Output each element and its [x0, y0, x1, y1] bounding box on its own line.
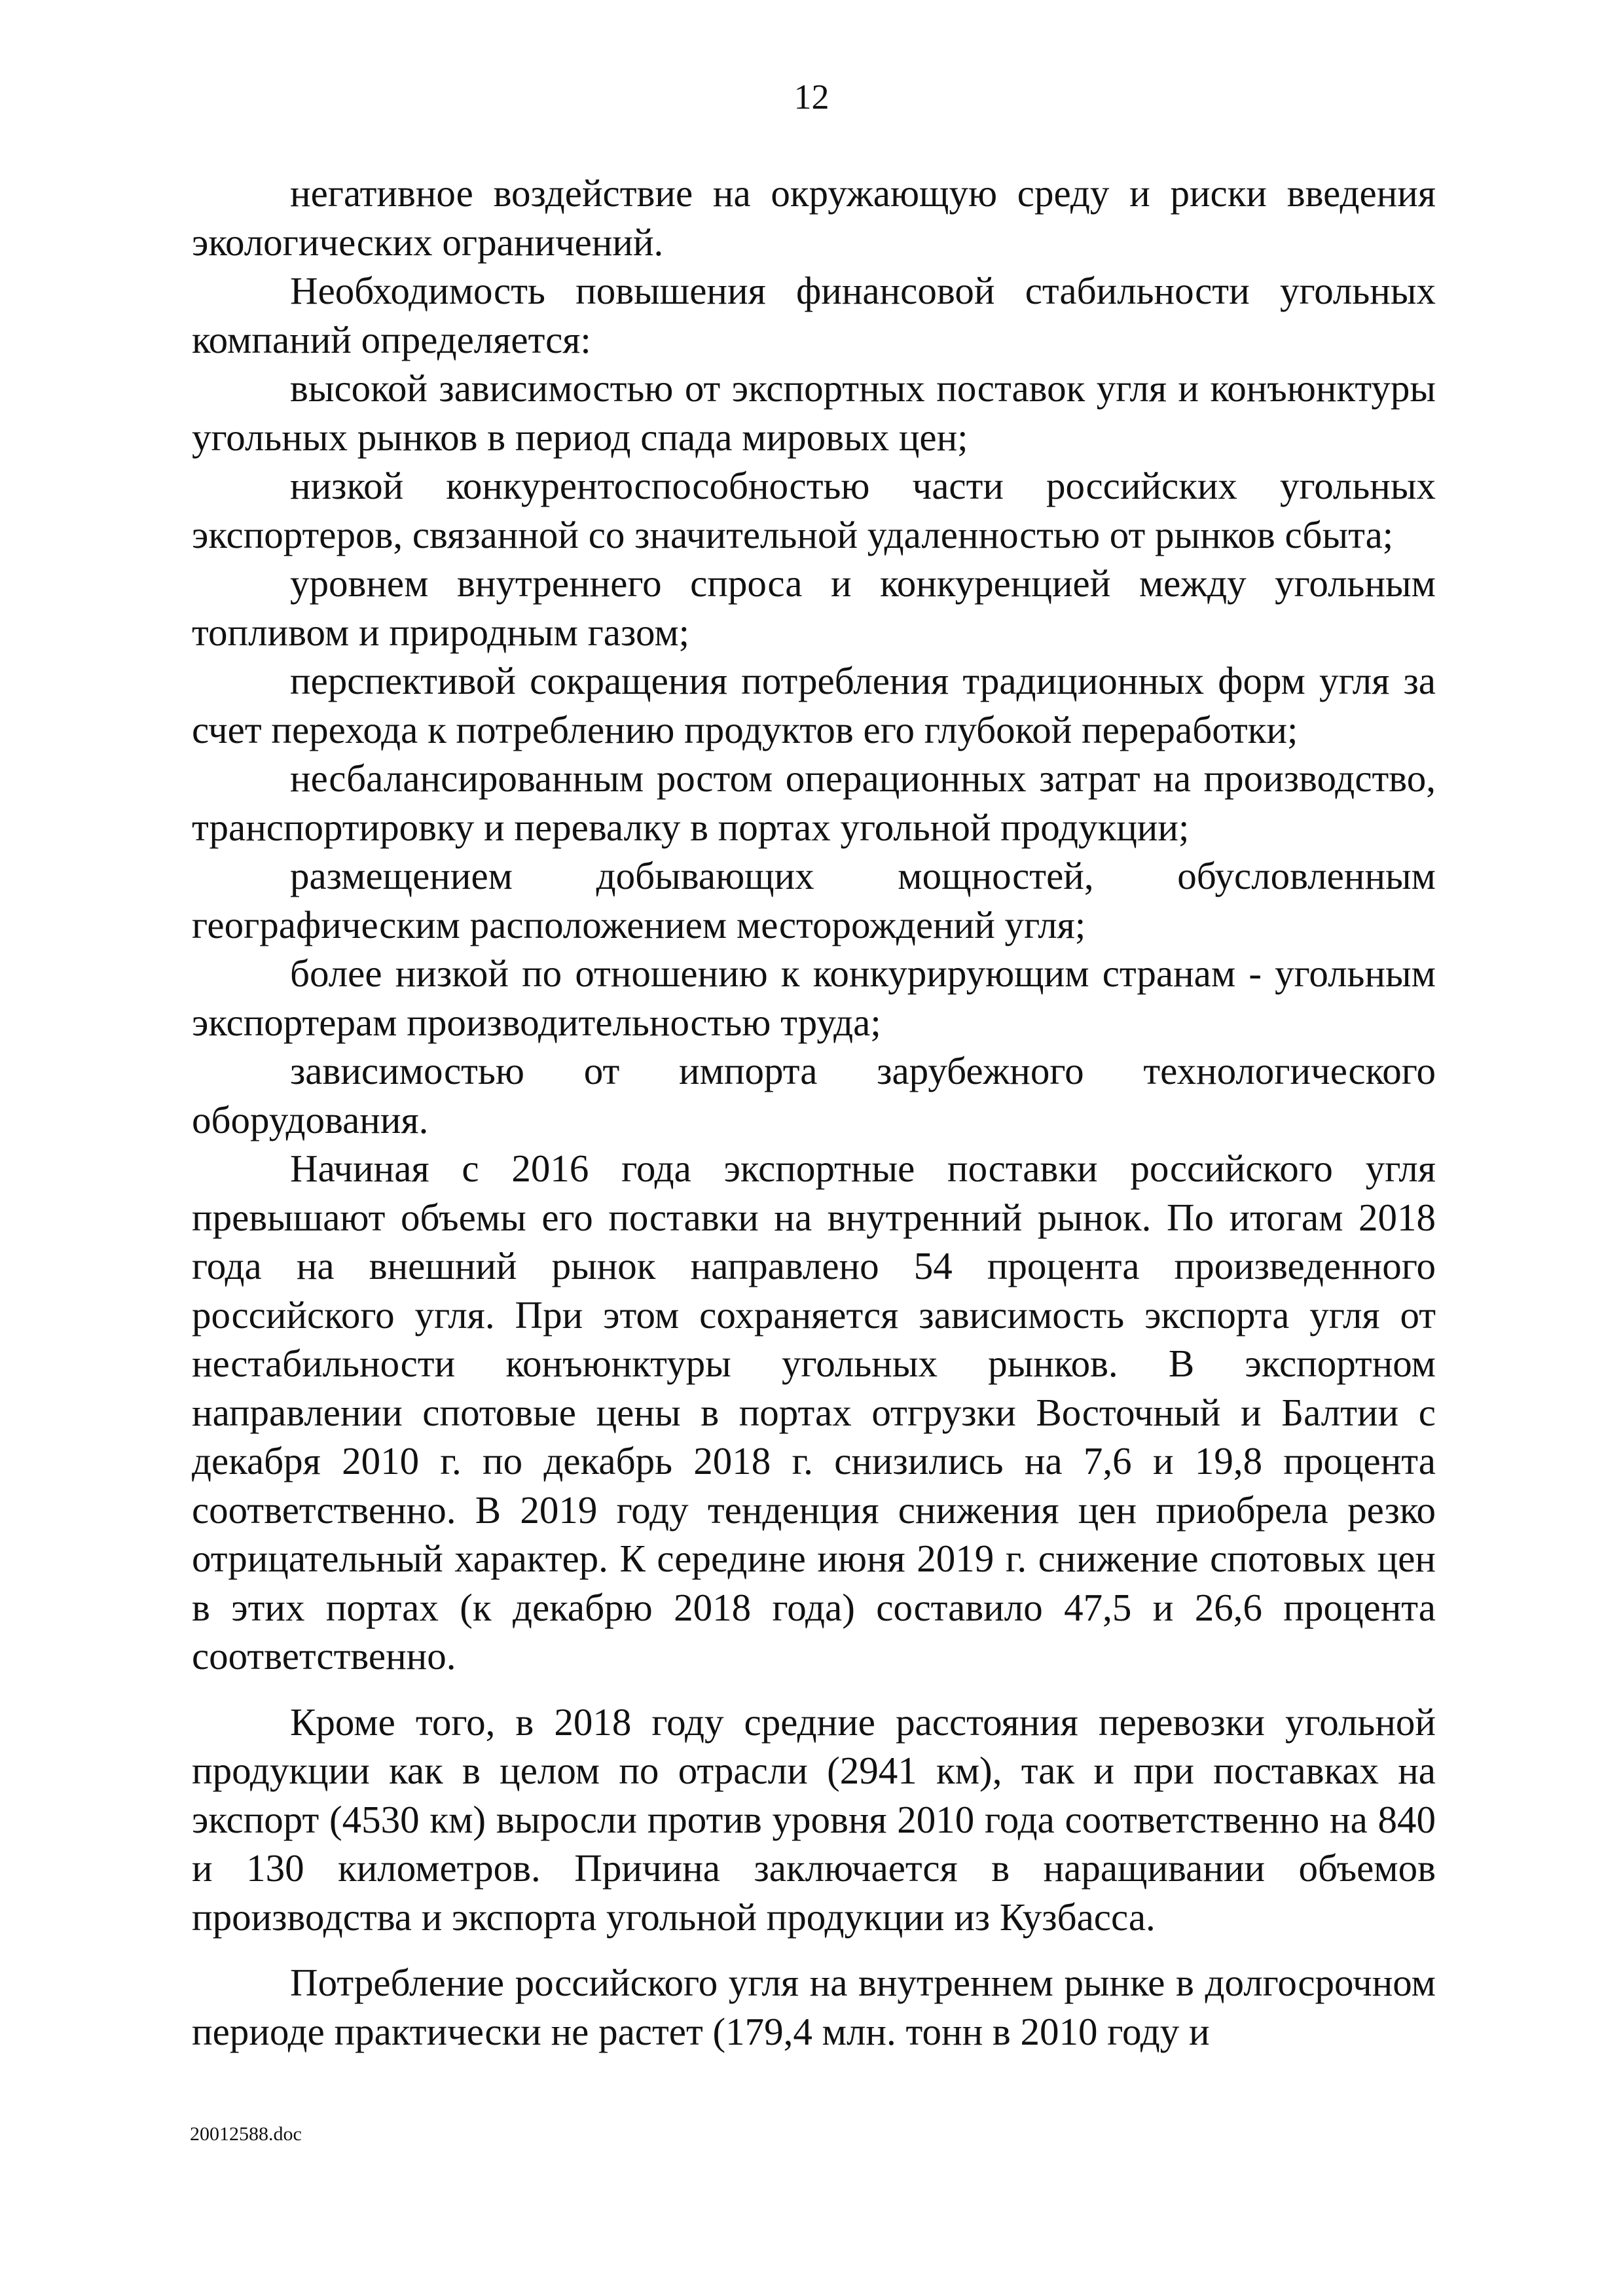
page-number: 12 [793, 77, 830, 117]
paragraph-environmental-risks: негативное воздействие на окружающую среду и риски введения экологических ограничений. [192, 171, 1436, 264]
list-item-operational-costs: несбалансированным ростом операционных затрат на производство, транспортировку и перевалку в портах угольной продукции; [192, 757, 1436, 849]
list-item-domestic-demand: уровнем внутреннего спроса и конкуренцией между угольным топливом и природным газом; [192, 562, 1436, 654]
list-item-import-dependence: зависимостью от импорта зарубежного технологического оборудования. [192, 1049, 1436, 1141]
paragraph-export-since-2016: Начиная с 2016 года экспортные поставки российского угля превышают объемы его поставки на внутренний рынок. По итогам 2018 года на внешний рынок направлено 54 процента произведенного российского угля. При этом сохраняется зависимость экспорта угля от нестабильности конъюнктуры угольных рынков. В экспортном направлении спотовые цены в портах отгрузки Восточный и Балтии с декабря 2010 г. по декабрь 2018 г. снизились на 7,6 и 19,8 процента соответственно. В 2019 году тенденция снижения цен приобрела резко отрицательный характер. К середине июня 2019 г. снижение спотовых цен в этих портах (к декабрю 2018 года) составило 47,5 и 26,6 процента соответственно. [192, 1147, 1436, 1677]
paragraph-financial-stability: Необходимость повышения финансовой стабильности угольных компаний определяется: [192, 269, 1436, 361]
list-item-export-dependence: высокой зависимостью от экспортных поставок угля и конъюнктуры угольных рынков в период спада мировых цен; [192, 367, 1436, 459]
list-item-low-competitiveness: низкой конкурентоспособностью части российских угольных экспортеров, связанной со значительной удаленностью от рынков сбыта; [192, 464, 1436, 556]
paragraph-domestic-consumption: Потребление российского угля на внутреннем рынке в долгосрочном периоде практически не растет (179,4 млн. тонн в 2010 году и [192, 1961, 1436, 2053]
paragraph-transport-distances: Кроме того, в 2018 году средние расстояния перевозки угольной продукции как в целом по отрасли (2941 км), так и при поставках на экспорт (4530 км) выросли против уровня 2010 года соответственно на 840 и 130 километров. Причина заключается в наращивании объемов производства и экспорта угольной продукции из Кузбасса. [192, 1700, 1436, 1939]
list-item-consumption-reduction: перспективой сокращения потребления традиционных форм угля за счет перехода к потреблению продуктов его глубокой переработки; [192, 659, 1436, 751]
footer-filename: 20012588.doc [190, 2123, 302, 2145]
document-body [192, 169, 1436, 2056]
list-item-labor-productivity: более низкой по отношению к конкурирующим странам - угольным экспортерам производительностью труда; [192, 952, 1436, 1044]
list-item-capacity-location: размещением добывающих мощностей, обусловленным географическим расположением месторождений угля; [192, 854, 1436, 946]
